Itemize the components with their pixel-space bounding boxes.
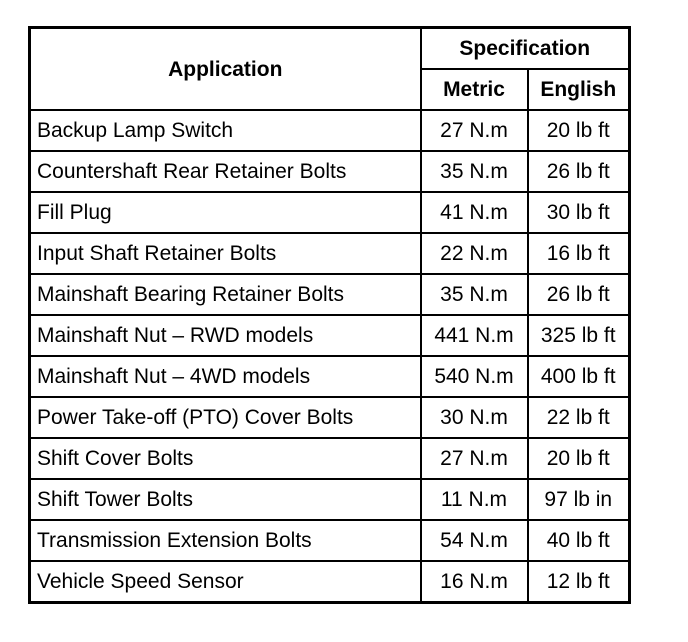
english-value-cell: 325 lb ft [528,315,630,356]
application-cell: Power Take-off (PTO) Cover Bolts [30,397,421,438]
table-row [30,438,630,479]
table-row [30,110,630,151]
header-row-top [30,28,630,70]
table-row [30,233,630,274]
english-value-cell: 22 lb ft [528,397,630,438]
application-cell: Mainshaft Bearing Retainer Bolts [30,274,421,315]
metric-value-cell: 41 N.m [421,192,528,233]
table-row [30,479,630,520]
metric-value-cell: 540 N.m [421,356,528,397]
english-value-cell: 97 lb in [528,479,630,520]
application-cell: Shift Tower Bolts [30,479,421,520]
torque-specification-table [28,26,631,604]
table-row [30,192,630,233]
application-cell: Input Shaft Retainer Bolts [30,233,421,274]
table-row [30,315,630,356]
metric-value-cell: 22 N.m [421,233,528,274]
application-cell: Vehicle Speed Sensor [30,561,421,603]
english-value-cell: 12 lb ft [528,561,630,603]
table-row [30,520,630,561]
table-body [30,110,630,603]
metric-value-cell: 441 N.m [421,315,528,356]
table-row [30,151,630,192]
metric-value-cell: 16 N.m [421,561,528,603]
application-cell: Backup Lamp Switch [30,110,421,151]
metric-value-cell: 30 N.m [421,397,528,438]
metric-header: Metric [421,69,528,110]
table-row [30,356,630,397]
application-cell: Transmission Extension Bolts [30,520,421,561]
english-value-cell: 40 lb ft [528,520,630,561]
application-header: Application [30,28,421,111]
english-value-cell: 400 lb ft [528,356,630,397]
english-value-cell: 26 lb ft [528,151,630,192]
metric-value-cell: 54 N.m [421,520,528,561]
application-cell: Countershaft Rear Retainer Bolts [30,151,421,192]
english-value-cell: 20 lb ft [528,110,630,151]
table-row [30,561,630,603]
table-header [30,28,630,111]
application-cell: Fill Plug [30,192,421,233]
table-row [30,274,630,315]
specification-header: Specification [421,28,630,70]
english-value-cell: 20 lb ft [528,438,630,479]
metric-value-cell: 11 N.m [421,479,528,520]
metric-value-cell: 27 N.m [421,438,528,479]
table-row [30,397,630,438]
metric-value-cell: 35 N.m [421,151,528,192]
application-cell: Mainshaft Nut – RWD models [30,315,421,356]
application-cell: Shift Cover Bolts [30,438,421,479]
metric-value-cell: 35 N.m [421,274,528,315]
english-value-cell: 30 lb ft [528,192,630,233]
metric-value-cell: 27 N.m [421,110,528,151]
english-value-cell: 26 lb ft [528,274,630,315]
application-cell: Mainshaft Nut – 4WD models [30,356,421,397]
english-header: English [528,69,630,110]
english-value-cell: 16 lb ft [528,233,630,274]
